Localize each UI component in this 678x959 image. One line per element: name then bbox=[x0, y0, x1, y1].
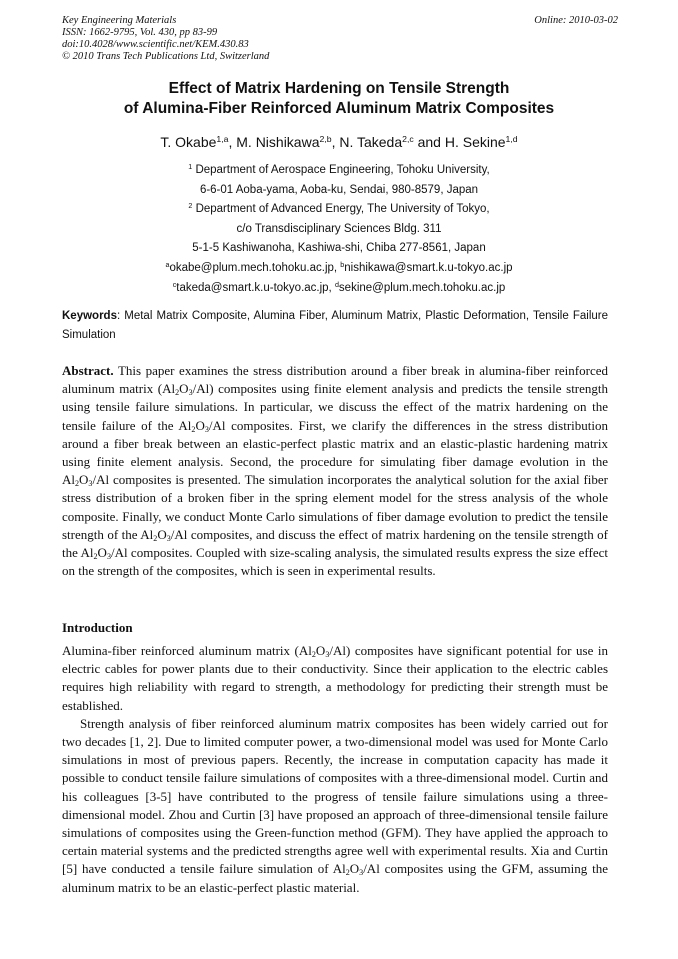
abstract-label: Abstract. bbox=[62, 363, 114, 378]
email-line-2 bbox=[0, 279, 678, 299]
subscript: 3 bbox=[204, 424, 209, 434]
subscript: 3 bbox=[166, 533, 171, 543]
subscript: 2 bbox=[175, 388, 180, 398]
affiliation-1-line-2: 6-6-01 Aoba-yama, Aoba-ku, Sendai, 980-8579, Japan bbox=[199, 183, 479, 196]
issn-line: ISSN: 1662-9795, Vol. 430, pp 83-99 bbox=[62, 27, 218, 38]
subscript: 2 bbox=[191, 424, 196, 434]
intro-text: O bbox=[315, 643, 326, 658]
subscript: 3 bbox=[106, 552, 111, 562]
paper-title bbox=[0, 79, 678, 119]
section-heading-introduction: Introduction bbox=[62, 620, 133, 635]
author-sep: , bbox=[331, 134, 340, 150]
email-line-1 bbox=[0, 259, 678, 279]
email-address: takeda@smart.k.u-tokyo.ac.jp, bbox=[176, 281, 335, 294]
author-name: M. Nishikawa bbox=[236, 134, 320, 150]
keywords-label: Keywords bbox=[62, 310, 117, 322]
author-sup: 1,d bbox=[505, 134, 518, 145]
affiliation-text: Department of Advanced Energy, The University of Tokyo, bbox=[195, 203, 490, 216]
subscript: 2 bbox=[93, 552, 98, 562]
abstract-text: O bbox=[97, 545, 107, 561]
author-list bbox=[0, 133, 678, 151]
author-sep: , bbox=[228, 134, 237, 150]
abstract-text: O bbox=[79, 472, 89, 488]
subscript: 3 bbox=[88, 479, 93, 489]
abstract-text: /Al composites is presented. The simulation incorporates the analytical solution for the axial fiber stress distribution of a broken fiber in the spring element model for the stress analysis of the whole composite. Finally, we conduct Monte Carlo simulations of fiber damage evolution to predict the tensile strength of the Al bbox=[62, 472, 608, 542]
copyright-line: © 2010 Trans Tech Publications Ltd, Switzerland bbox=[62, 51, 270, 62]
email-sup: c bbox=[172, 280, 177, 289]
author-name: H. Sekine bbox=[444, 134, 506, 150]
journal-name: Key Engineering Materials bbox=[62, 15, 177, 26]
subscript: 2 bbox=[153, 533, 158, 543]
intro-paragraph-2 bbox=[62, 715, 608, 897]
abstract-text: /Al composites. First, we clarify the differences in the stress distribution around a fiber break between an elastic-perfect plastic matrix and an elastic-plastic hardening matrix using finite element analysis. Second, the procedure for simulating fiber damage evolution in the Al bbox=[62, 417, 608, 488]
subscript: 2 bbox=[75, 479, 80, 489]
email-sup: a bbox=[165, 261, 170, 270]
doi-line: doi:10.4028/www.scientific.net/KEM.430.83 bbox=[62, 39, 249, 50]
title-line-1: Effect of Matrix Hardening on Tensile Strength bbox=[168, 80, 510, 97]
affiliation-text: Department of Aerospace Engineering, Tohoku University, bbox=[195, 164, 490, 176]
abstract-text: /Al) composites using finite element analysis and predicts the tensile strength using tensile failure simulations. In particular, we discuss the effect of the matrix hardening on the tensile failure of the Al bbox=[62, 381, 609, 433]
keywords bbox=[62, 307, 608, 344]
email-address: nishikawa@smart.k.u-tokyo.ac.jp bbox=[344, 261, 513, 274]
intro-text: /Al) composites have significant potential for use in electric cables for power plants due to their conductivity. Since their application to the electric cables requires high reliability with regard to strength, a methodology for predicting their strength must be established. bbox=[62, 643, 608, 713]
intro-text: Alumina-fiber reinforced aluminum matrix (Al bbox=[62, 643, 312, 658]
subscript: 3 bbox=[188, 388, 193, 398]
keywords-text: : Metal Matrix Composite, Alumina Fiber, Aluminum Matrix, Plastic Deformation, Tensile Failure Simulation bbox=[62, 310, 608, 341]
subscript: 2 bbox=[311, 650, 316, 659]
intro-paragraph-1 bbox=[62, 642, 608, 715]
author-sep: and bbox=[413, 134, 445, 150]
abstract-text: /Al composites, and discuss the effect of matrix hardening on the tensile strength of the Al bbox=[62, 526, 608, 561]
affiliation-2-line-2: c/o Transdisciplinary Sciences Bldg. 311 bbox=[236, 222, 442, 235]
introduction-body bbox=[62, 642, 608, 897]
subscript: 3 bbox=[325, 650, 330, 659]
abstract-text: This paper examines the stress distribution around a fiber break in alumina-fiber reinforced aluminum matrix (Al bbox=[62, 363, 608, 397]
abstract-text: O bbox=[179, 381, 189, 397]
author-sup: 2,b bbox=[319, 134, 332, 145]
abstract-text: /Al composites. Coupled with size-scaling analysis, the simulated results express the size effect on the strength of the composites, which is seen in experimental results. bbox=[62, 545, 608, 579]
abstract bbox=[62, 362, 608, 580]
affiliation-1-line-1 bbox=[0, 161, 678, 181]
abstract-text: O bbox=[195, 417, 205, 433]
affiliation-2-line-1 bbox=[0, 200, 678, 220]
author-sup: 2,c bbox=[402, 134, 414, 145]
affiliation-2-line-3: 5-1-5 Kashiwanoha, Kashiwa-shi, Chiba 277-8561, Japan bbox=[192, 242, 486, 255]
subscript: 2 bbox=[345, 868, 350, 878]
affiliations bbox=[0, 161, 678, 298]
intro-text: Strength analysis of fiber reinforced aluminum matrix composites has been widely carried out for two decades [1, 2]. Due to limited computer power, a two-dimensional model was used for Monte Carlo simulations in most of previous papers. Recently, the increase in computation capacity has made it possible to conduct tensile failure simulations of composites with a three-dimensional model. Curtin and his colleagues [3-5] have contributed to the progress of tensile failure simulations using a three-dimensional model. Zhou and Curtin [3] have proposed an approach of three-dimensional tensile failure simulations of composites using the Green-function method (GFM). They have applied the approach to certain material systems and the predicted strengths agree well with experimental results. Xia and Curtin [5] have conducted a tensile failure simulation of Al bbox=[62, 715, 608, 877]
email-sup: b bbox=[340, 261, 345, 270]
intro-text: O bbox=[349, 861, 360, 877]
title-line-2: of Alumina-Fiber Reinforced Aluminum Matrix Composites bbox=[123, 100, 555, 117]
journal-header bbox=[62, 15, 269, 63]
author-name: N. Takeda bbox=[339, 134, 403, 150]
affiliation-sup: 1 bbox=[188, 163, 193, 172]
subscript: 3 bbox=[359, 868, 364, 878]
author-name: T. Okabe bbox=[160, 134, 217, 150]
affiliation-sup: 2 bbox=[188, 202, 193, 211]
intro-text: /Al composites using the GFM, assuming the aluminum matrix to be an elastic-perfect plastic material. bbox=[62, 861, 608, 895]
email-address: okabe@plum.mech.tohoku.ac.jp, bbox=[169, 261, 341, 274]
email-address: sekine@plum.mech.tohoku.ac.jp bbox=[338, 281, 506, 294]
email-sup: d bbox=[334, 280, 339, 289]
author-sup: 1,a bbox=[216, 134, 229, 145]
abstract-text: O bbox=[157, 526, 167, 542]
online-date: Online: 2010-03-02 bbox=[534, 15, 618, 26]
